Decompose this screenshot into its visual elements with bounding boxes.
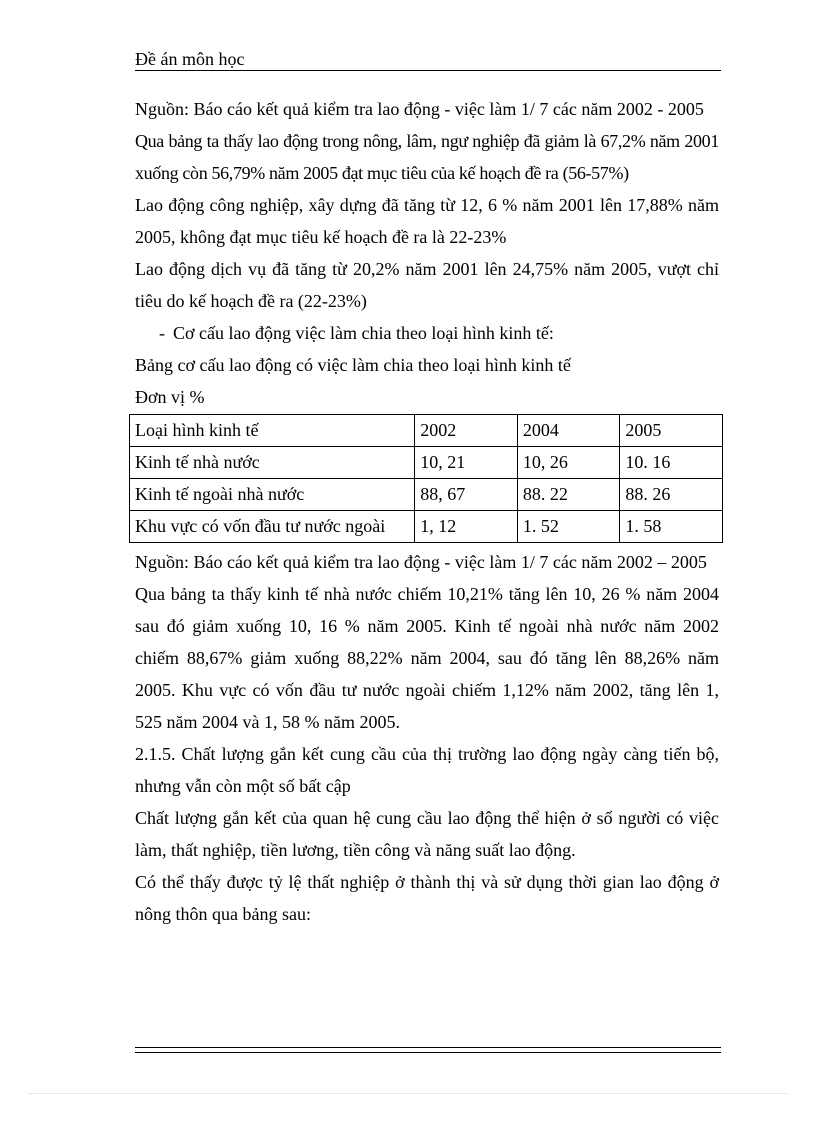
table-header-cell: 2002 xyxy=(415,415,518,447)
table-row xyxy=(130,447,723,479)
table-unit: Đơn vị % xyxy=(135,387,205,407)
paragraph-unemployment-intro: Có thể thấy được tỷ lệ thất nghiệp ở thành thị và sử dụng thời gian lao động ở nông thôn qua bảng sau: xyxy=(135,872,719,924)
table-cell: 10. 16 xyxy=(620,447,723,479)
table-cell: 88, 67 xyxy=(415,479,518,511)
table-row xyxy=(130,479,723,511)
table-row xyxy=(130,511,723,543)
section-heading: 2.1.5. Chất lượng gắn kết cung cầu của thị trường lao động ngày càng tiến bộ, nhưng vẫn còn một số bất cập xyxy=(135,744,719,796)
table-cell: 1. 58 xyxy=(620,511,723,543)
paragraph-industry-labor: Lao động công nghiệp, xây dựng đã tăng từ 12, 6 % năm 2001 lên 17,88% năm 2005, không đạt mục tiêu kế hoạch đề ra là 22-23% xyxy=(135,195,719,247)
table-cell: Kinh tế ngoài nhà nước xyxy=(130,479,415,511)
footer-double-rule xyxy=(135,1047,721,1053)
source-note-1: Nguồn: Báo cáo kết quả kiểm tra lao động - việc làm 1/ 7 các năm 2002 - 2005 xyxy=(135,99,704,119)
table-caption: Bảng cơ cấu lao động có việc làm chia theo loại hình kinh tế xyxy=(135,355,571,375)
paragraph-table-analysis: Qua bảng ta thấy kinh tế nhà nước chiếm 10,21% tăng lên 10, 26 % năm 2004 sau đó giảm xuống 10, 16 % năm 2005. Kinh tế ngoài nhà nước năm 2002 chiếm 88,67% giảm xuống 88,22% năm 2004, sau đó tăng lên 88,26% năm 2005. Khu vực có vốn đầu tư nước ngoài chiếm 1,12% năm 2002, tăng lên 1, 525 năm 2004 và 1, 58 % năm 2005. xyxy=(135,584,719,732)
bullet-dash: - xyxy=(159,323,165,343)
table-cell: 1, 12 xyxy=(415,511,518,543)
paragraph-supply-demand-quality: Chất lượng gắn kết của quan hệ cung cầu lao động thể hiện ở số người có việc làm, thất nghiệp, tiền lương, tiền công và năng suất lao động. xyxy=(135,808,719,860)
table-cell: 10, 21 xyxy=(415,447,518,479)
table-header-cell: 2004 xyxy=(517,415,620,447)
table-cell: 1. 52 xyxy=(517,511,620,543)
page-header-title: Đề án môn học xyxy=(135,49,245,69)
bullet-item xyxy=(135,317,719,349)
table-header-cell: Loại hình kinh tế xyxy=(130,415,415,447)
table-cell: 88. 22 xyxy=(517,479,620,511)
bullet-text: Cơ cấu lao động việc làm chia theo loại hình kinh tế: xyxy=(173,323,554,343)
document-body xyxy=(135,93,719,930)
table-cell: Khu vực có vốn đầu tư nước ngoài xyxy=(130,511,415,543)
labor-structure-table xyxy=(129,414,723,543)
page-bottom-edge xyxy=(28,1093,788,1094)
paragraph-service-labor: Lao động dịch vụ đã tăng từ 20,2% năm 2001 lên 24,75% năm 2005, vượt chỉ tiêu do kế hoạch đề ra (22-23%) xyxy=(135,259,719,311)
source-note-2: Nguồn: Báo cáo kết quả kiểm tra lao động - việc làm 1/ 7 các năm 2002 – 2005 xyxy=(135,552,707,572)
table-header-row xyxy=(130,415,723,447)
paragraph-agriculture-labor: Qua bảng ta thấy lao động trong nông, lâm, ngư nghiệp đã giảm là 67,2% năm 2001 xuống còn 56,79% năm 2005 đạt mục tiêu của kế hoạch đề ra (56-57%) xyxy=(135,131,719,183)
table-cell: Kinh tế nhà nước xyxy=(130,447,415,479)
header-rule xyxy=(135,70,721,71)
table-cell: 10, 26 xyxy=(517,447,620,479)
table-cell: 88. 26 xyxy=(620,479,723,511)
table-header-cell: 2005 xyxy=(620,415,723,447)
